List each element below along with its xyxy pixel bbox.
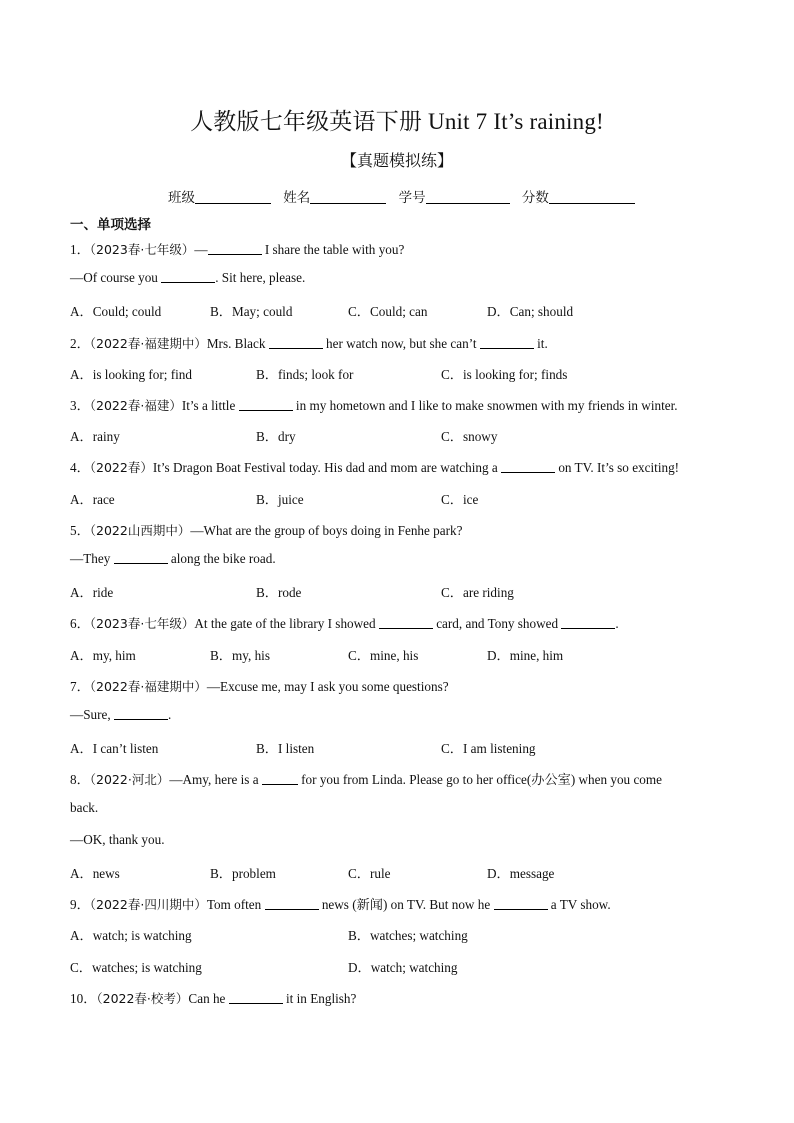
question-text: It’s a little [181,398,239,413]
option-c[interactable]: C．rule [348,866,391,881]
question-source: （2023春·七年级） [89,616,195,631]
question-stem [70,769,662,788]
option-a[interactable]: A．my, him [70,648,136,663]
question-text: —Of course you [70,270,162,285]
answer-blank[interactable] [239,398,293,411]
answer-blank[interactable] [161,270,215,283]
question-source: （2022春·校考） [96,991,189,1006]
question-source: （2022春·福建） [89,398,182,413]
class-blank[interactable] [195,189,271,204]
page-title: 人教版七年级英语下册 Unit 7 It’s raining! [190,109,604,134]
question-text: — [194,242,208,257]
option-d[interactable]: D．Can; should [487,304,574,319]
question-text: news (新闻) on TV. But now he [318,897,494,912]
option-a[interactable]: A．race [70,492,115,507]
question-source: （2022·河北） [89,772,170,787]
question-stem [70,988,356,1007]
name-label: 姓名 [283,190,311,206]
option-a[interactable]: A．is looking for; find [70,367,192,382]
answer-blank[interactable] [501,460,555,473]
option-b[interactable]: B．my, his [210,648,270,663]
question-number: 8． [70,772,90,787]
option-b[interactable]: B．dry [256,429,296,444]
number-label: 学号 [398,190,426,206]
question-stem [70,457,679,476]
question-dialogue [70,551,276,567]
answer-blank[interactable] [114,551,168,564]
option-a[interactable]: A．Could; could [70,304,162,319]
option-d[interactable]: D．watch; watching [348,960,458,975]
answer-blank[interactable] [269,336,323,349]
question-text: it. [533,336,548,351]
question-text: —OK, thank you. [70,832,165,847]
question-text: her watch now, but she can’t [322,336,480,351]
option-a[interactable]: A．watch; is watching [70,928,192,943]
question-text: . [167,707,172,722]
question-text: I share the table with you? [261,242,405,257]
question-source: （2023春·七年级） [89,242,195,257]
question-number: 1． [70,242,90,257]
question-text: Can he [188,991,229,1006]
question-number: 2． [70,336,90,351]
option-c[interactable]: C．snowy [441,429,498,444]
section-heading: 一、单项选择 [70,217,151,233]
student-info-row [168,186,643,206]
score-blank[interactable] [549,189,635,204]
answer-blank[interactable] [114,707,168,720]
option-a[interactable]: A．rainy [70,429,120,444]
option-b[interactable]: B．May; could [210,304,293,319]
question-stem [70,520,462,539]
question-continuation: back. [70,800,99,815]
option-b[interactable]: B．problem [210,866,276,881]
question-text: a TV show. [547,897,611,912]
option-d[interactable]: D．mine, him [487,648,564,663]
question-text: Tom often [206,897,265,912]
option-c[interactable]: C．watches; is watching [70,960,202,975]
question-number: 10． [70,991,97,1006]
question-text: —Amy, here is a [169,772,262,787]
question-stem [70,239,404,258]
page-subtitle: 【真题模拟练】 [340,151,453,170]
option-b[interactable]: B．finds; look for [256,367,354,382]
question-text: it in English? [282,991,357,1006]
question-dialogue [70,707,171,723]
question-text: . [615,616,619,631]
question-dialogue [70,270,305,286]
option-d[interactable]: D．message [487,866,555,881]
answer-blank[interactable] [494,897,548,910]
question-stem [70,395,678,414]
option-c[interactable]: C．Could; can [348,304,428,319]
option-c[interactable]: C．are riding [441,585,514,600]
answer-blank[interactable] [265,897,319,910]
option-b[interactable]: B．rode [256,585,302,600]
question-dialogue [70,832,165,848]
question-stem [70,333,548,352]
question-text: for you from Linda. Please go to her office(办公室) when you come [297,772,663,787]
answer-blank[interactable] [480,336,534,349]
answer-blank[interactable] [262,772,298,785]
question-source: （2022山西期中） [89,523,191,538]
question-text: in my hometown and I like to make snowmen with my friends in winter. [292,398,678,413]
question-text: It’s Dragon Boat Festival today. His dad and mom are watching a [152,460,502,475]
option-c[interactable]: C．is looking for; finds [441,367,568,382]
question-number: 7． [70,679,90,694]
answer-blank[interactable] [229,991,283,1004]
question-stem [70,613,619,632]
answer-blank[interactable] [561,616,615,629]
answer-blank[interactable] [379,616,433,629]
question-text: . Sit here, please. [215,270,306,285]
number-blank[interactable] [426,189,510,204]
question-source: （2022春·福建期中） [89,336,207,351]
question-text: —What are the group of boys doing in Fenhe park? [190,523,463,538]
option-c[interactable]: C．I am listening [441,741,536,756]
question-number: 9． [70,897,90,912]
name-blank[interactable] [310,189,386,204]
question-stem [70,676,449,695]
question-text: along the bike road. [167,551,276,566]
option-b[interactable]: B．watches; watching [348,928,468,943]
option-a[interactable]: A．news [70,866,120,881]
question-number: 6． [70,616,90,631]
answer-blank[interactable] [208,242,262,255]
question-source: （2022春·四川期中） [89,897,207,912]
question-number: 3． [70,398,90,413]
option-c[interactable]: C．ice [441,492,479,507]
question-text: on TV. It’s so exciting! [555,460,680,475]
question-number: 5． [70,523,90,538]
question-text: At the gate of the library I showed [194,616,379,631]
question-number: 4． [70,460,90,475]
question-source: （2022春·福建期中） [89,679,207,694]
score-label: 分数 [521,190,549,206]
question-text: —They [70,551,114,566]
question-text: —Excuse me, may I ask you some questions? [206,679,449,694]
question-text: Mrs. Black [206,336,269,351]
class-label: 班级 [168,190,195,206]
option-c[interactable]: C．mine, his [348,648,419,663]
option-b[interactable]: B．I listen [256,741,315,756]
option-a[interactable]: A．I can’t listen [70,741,159,756]
question-text: card, and Tony showed [432,616,562,631]
question-text: —Sure, [70,707,114,722]
question-stem [70,894,611,913]
question-source: （2022春） [89,460,153,475]
option-a[interactable]: A．ride [70,585,114,600]
option-b[interactable]: B．juice [256,492,304,507]
